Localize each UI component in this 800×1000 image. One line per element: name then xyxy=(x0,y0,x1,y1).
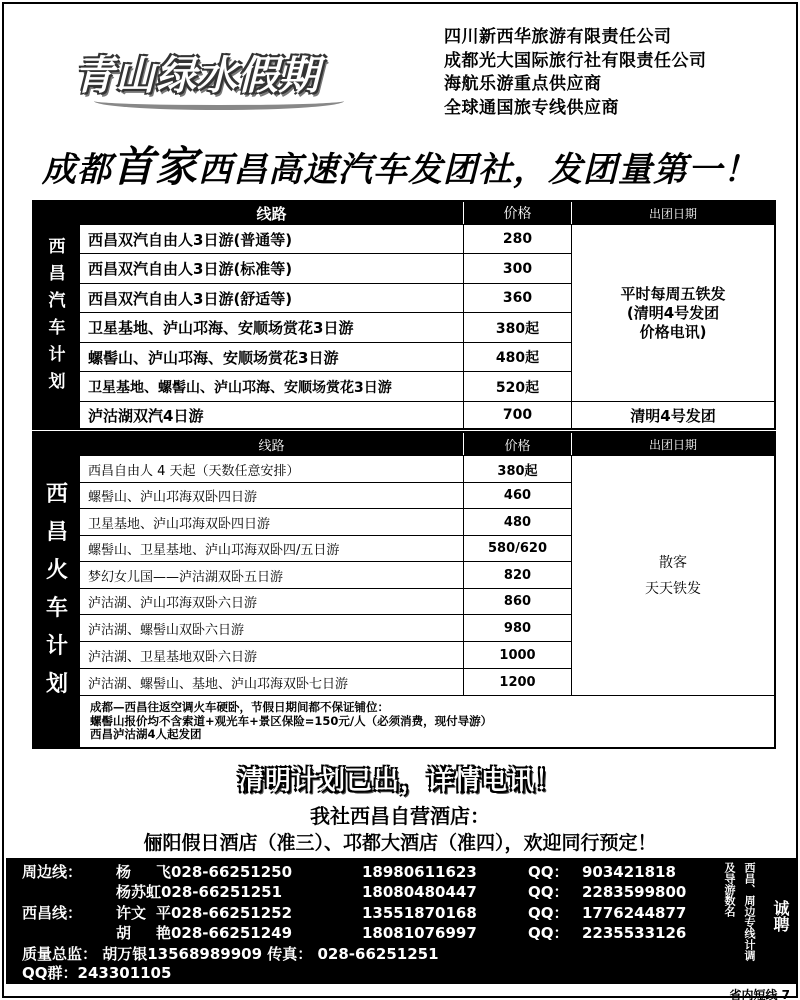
contact-tel: 平028-66251252 xyxy=(156,904,293,922)
side-char: 昌 xyxy=(48,264,66,284)
price-cell: 1000 xyxy=(464,642,572,668)
contact-qq-label: QQ： xyxy=(528,904,569,922)
quality-supervisor: 质量总监： 胡万银13568989909 传真： 028-66251251 xyxy=(22,945,439,963)
table-header-row xyxy=(80,202,774,225)
route-cell: 泸沽湖、泸山邛海双卧六日游 xyxy=(80,589,464,614)
contact-tel: 飞028-66251250 xyxy=(156,863,293,881)
company-name: 海航乐游重点供应商 xyxy=(444,74,602,94)
route-cell: 梦幻女儿国——泸沽湖双卧五日游 xyxy=(80,562,464,588)
route-cell: 西昌自由人 4 天起（天数任意安排） xyxy=(80,456,464,482)
headline xyxy=(4,134,796,194)
side-char: 计 xyxy=(48,345,66,365)
route-cell: 西昌双汽自由人3日游(标准等) xyxy=(80,254,464,283)
train-plan-table xyxy=(32,431,776,749)
train-plan-side-label xyxy=(34,433,80,747)
route-cell: 泸沽湖、螺髻山、基地、泸山邛海双卧七日游 xyxy=(80,669,464,695)
contact-mobile: 18080480447 xyxy=(362,883,477,901)
note-line: 螺髻山报价均不含索道+观光车+景区保险=150元/人（必须消费，现付导游） xyxy=(90,713,493,728)
price-cell: 820 xyxy=(464,562,572,588)
side-char: 车 xyxy=(45,596,68,621)
price-cell: 360 xyxy=(464,284,572,312)
side-char: 车 xyxy=(48,318,66,338)
price-cell: 380起 xyxy=(464,456,572,482)
route-cell: 西昌双汽自由人3日游(舒适等) xyxy=(80,284,464,312)
headline-part: 西昌高速汽车发团社，发团量第一！ xyxy=(198,150,758,190)
route-cell: 泸沽湖双汽4日游 xyxy=(80,402,464,428)
contact-qq-label: QQ： xyxy=(528,883,569,901)
route-cell: 卫星基地、螺髻山、泸山邛海、安顺场赏花3日游 xyxy=(80,372,464,401)
qq-group: QQ群：243301105 xyxy=(22,964,172,982)
contact-line xyxy=(6,963,726,983)
hotel-title: 我社西昌自营酒店： xyxy=(310,804,490,828)
table-row xyxy=(80,589,572,615)
price-cell: 300 xyxy=(464,254,572,283)
contact-qq: 2235533126 xyxy=(582,924,687,942)
contact-label: 周边线： xyxy=(22,863,83,881)
header-price: 价格 xyxy=(464,202,572,224)
table-header-row xyxy=(80,433,774,456)
price-cell: 860 xyxy=(464,589,572,614)
page-footer: 省内短线 7 xyxy=(729,988,790,1000)
table-row xyxy=(80,284,572,313)
contact-line xyxy=(6,882,726,902)
table-row xyxy=(80,343,572,372)
contact-tel: 艳028-66251249 xyxy=(156,924,293,942)
train-notes xyxy=(80,696,774,747)
table-row xyxy=(80,615,572,642)
header-route: 线路 xyxy=(80,202,464,224)
side-char: 划 xyxy=(45,672,68,697)
train-schedule-cell xyxy=(572,456,774,696)
contact-qq: 1776244877 xyxy=(582,904,687,922)
price-cell: 980 xyxy=(464,615,572,641)
side-char: 计 xyxy=(45,634,68,659)
contact-qq: 903421818 xyxy=(582,863,676,881)
side-char: 昌 xyxy=(45,520,68,545)
contact-line xyxy=(6,862,726,882)
header-date: 出团日期 xyxy=(648,206,697,221)
headline-part: 成都 xyxy=(41,150,112,190)
bus-plan-table xyxy=(32,200,776,430)
contact-line xyxy=(6,903,726,923)
contact-name: 杨 xyxy=(116,863,132,881)
header-date: 出团日期 xyxy=(648,437,697,452)
side-char: 西 xyxy=(45,482,68,507)
route-cell: 西昌双汽自由人3日游(普通等) xyxy=(80,225,464,253)
header-price: 价格 xyxy=(464,433,572,455)
contact-line xyxy=(6,923,726,943)
schedule-line: 平时每周五铁发 xyxy=(620,284,726,303)
contact-panel xyxy=(6,858,798,984)
route-cell: 螺髻山、泸山邛海双卧四日游 xyxy=(80,483,464,508)
route-cell: 卫星基地、泸山邛海、安顺场赏花3日游 xyxy=(80,313,464,342)
note-line: 成都—西昌往返空调火车硬卧，节假日期间都不保证铺位： xyxy=(90,700,389,714)
contact-mobile: 13551870168 xyxy=(362,904,477,922)
bus-schedule-last-cell: 清明4号发团 xyxy=(630,406,716,425)
company-name: 成都光大国际旅行社有限责任公司 xyxy=(444,50,707,71)
side-char: 汽 xyxy=(48,291,66,311)
side-char: 划 xyxy=(48,372,66,392)
note-line: 西昌泸沽湖4人起发团 xyxy=(90,727,202,741)
contact-name: 许文 xyxy=(116,904,147,922)
side-char: 西 xyxy=(48,237,66,257)
recruit-detail: 西昌、周边专线计调 xyxy=(743,862,756,961)
price-cell: 520起 xyxy=(464,372,572,401)
company-name: 全球通国旅专线供应商 xyxy=(444,97,619,118)
price-cell: 460 xyxy=(464,483,572,508)
price-cell: 1200 xyxy=(464,669,572,695)
table-row xyxy=(80,225,572,254)
route-cell: 螺髻山、泸山邛海、安顺场赏花3日游 xyxy=(80,343,464,371)
table-row xyxy=(80,536,572,562)
promo-banner xyxy=(4,760,796,797)
contact-line xyxy=(6,944,726,964)
advertisement-page xyxy=(2,2,798,998)
price-cell: 580/620 xyxy=(464,536,572,561)
table-row xyxy=(80,456,572,483)
header-route: 线路 xyxy=(80,433,464,455)
route-cell: 螺髻山、卫星基地、泸山邛海双卧四/五日游 xyxy=(80,536,464,561)
contact-qq: 2283599800 xyxy=(582,883,687,901)
table-row xyxy=(80,562,572,589)
promo-banner-text: 清明计划已出，详情电讯！ xyxy=(237,766,562,796)
contact-qq-label: QQ： xyxy=(528,924,569,942)
contact-label: 西昌线： xyxy=(22,904,83,922)
schedule-line: (清明4号发团 xyxy=(626,303,720,322)
contact-name: 胡 xyxy=(116,924,132,942)
price-cell: 700 xyxy=(464,402,572,428)
schedule-line: 散客 xyxy=(659,554,687,571)
route-cell: 卫星基地、泸山邛海双卧四日游 xyxy=(80,509,464,535)
table-row xyxy=(80,509,572,536)
contact-mobile: 18980611623 xyxy=(362,863,477,881)
hotel-list: 俪阳假日酒店（准三）、邛都大酒店（准四），欢迎同行预定！ xyxy=(143,832,657,854)
schedule-line: 价格电讯) xyxy=(639,322,707,341)
price-cell: 380起 xyxy=(464,313,572,342)
logo-text: 青山绿水假期 xyxy=(74,53,320,99)
headline-emphasis: 首家 xyxy=(111,142,198,191)
recruit-detail: 及导游数名 xyxy=(723,862,736,917)
brand-logo xyxy=(74,40,374,110)
price-cell: 480 xyxy=(464,509,572,535)
schedule-line: 天天铁发 xyxy=(645,580,701,597)
table-row xyxy=(80,402,572,428)
route-cell: 泸沽湖、卫星基地双卧六日游 xyxy=(80,642,464,668)
table-row xyxy=(80,642,572,669)
contact-qq-label: QQ： xyxy=(528,863,569,881)
bus-schedule-cell xyxy=(572,225,774,402)
table-row xyxy=(80,483,572,509)
recruit-label: 诚聘 xyxy=(771,900,790,932)
contact-mobile: 18081076997 xyxy=(362,924,477,942)
contact-tel: 杨苏虹028-66251251 xyxy=(116,883,283,901)
price-cell: 480起 xyxy=(464,343,572,371)
price-cell: 280 xyxy=(464,225,572,253)
table-row xyxy=(80,313,572,343)
table-row xyxy=(80,254,572,284)
bus-plan-side-label xyxy=(34,202,80,428)
company-list xyxy=(444,26,707,120)
route-cell: 泸沽湖、螺髻山双卧六日游 xyxy=(80,615,464,641)
side-char: 火 xyxy=(45,558,68,583)
company-name: 四川新西华旅游有限责任公司 xyxy=(444,27,672,47)
logo-swoosh-icon xyxy=(94,92,344,110)
